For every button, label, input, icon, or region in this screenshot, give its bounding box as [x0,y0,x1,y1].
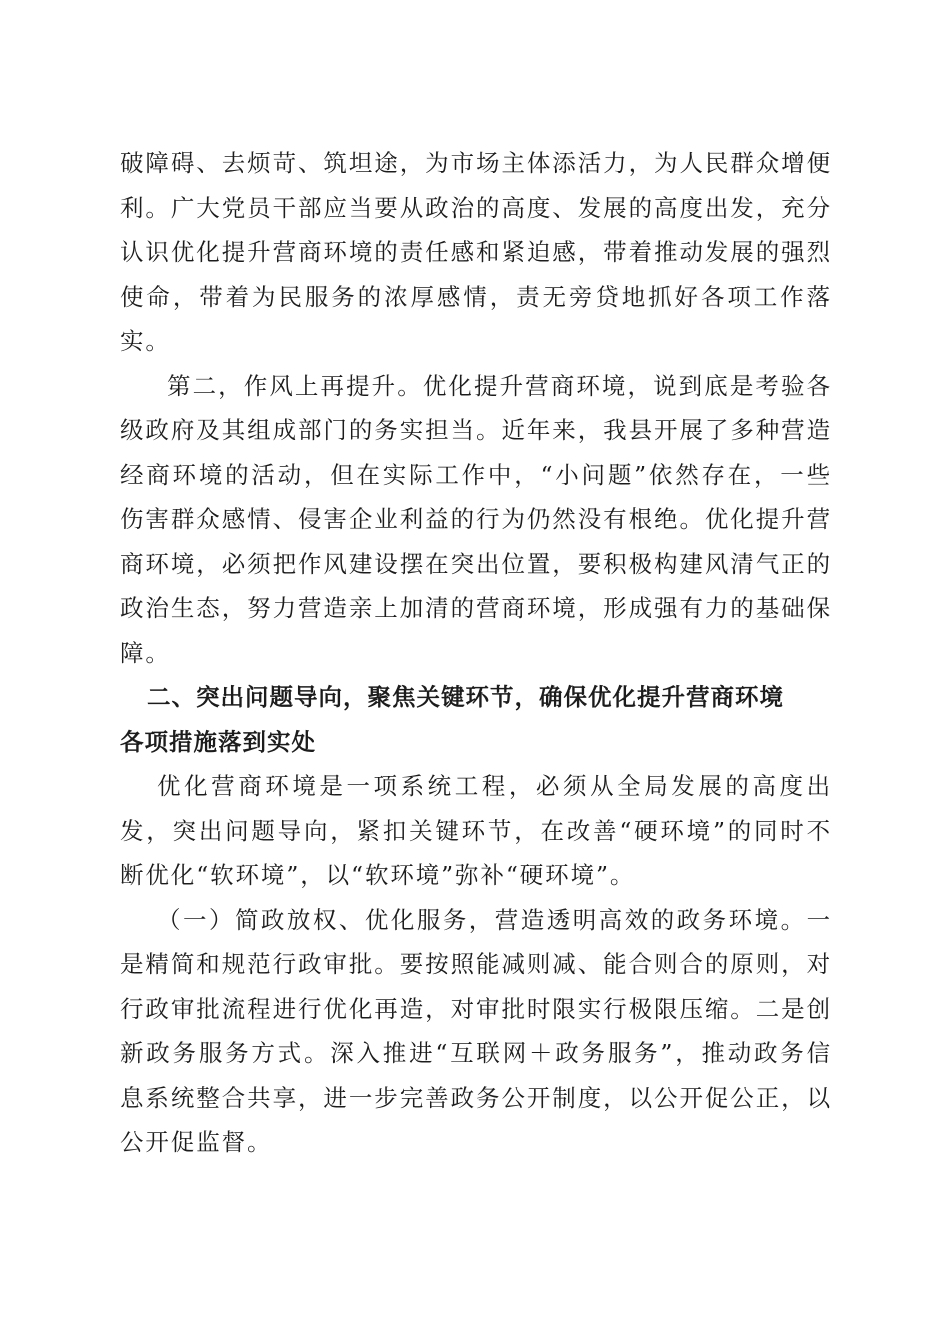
section-heading-2 [120,675,832,764]
document-body [120,141,832,1165]
section-heading-2-line2: 各项措施落到实处 [120,727,316,756]
paragraph-system-engineering: 优化营商环境是一项系统工程，必须从全局发展的高度出发，突出问题导向，紧扣关键环节，在改善“硬环境”的同时不断优化“软环境”，以“软环境”弥补“硬环境”。 [120,772,832,889]
paragraph-continuation: 破障碍、去烦苛、筑坦途，为市场主体添活力，为人民群众增便利。广大党员干部应当要从政治的高度、发展的高度出发，充分认识优化提升营商环境的责任感和紧迫感，带着推动发展的强烈使命，带着为民服务的浓厚感情，责无旁贷地抓好各项工作落实。 [120,149,832,355]
paragraph-work-style: 第二，作风上再提升。优化提升营商环境，说到底是考验各级政府及其组成部门的务实担当。近年来，我县开展了多种营造经商环境的活动，但在实际工作中，“小问题”依然存在，一些伤害群众感情、侵害企业利益的行为仍然没有根绝。优化提升营商环境，必须把作风建设摆在突出位置，要积极构建风清气正的政治生态，努力营造亲上加清的营商环境，形成强有力的基础保障。 [120,371,832,667]
paragraph-streamline-administration: （一）简政放权、优化服务，营造透明高效的政务环境。一是精简和规范行政审批。要按照能减则减、能合则合的原则，对行政审批流程进行优化再造，对审批时限实行极限压缩。二是创新政务服务方式。深入推进“互联网＋政务服务”，推动政务信息系统整合共享，进一步完善政务公开制度，以公开促公正，以公开促监督。 [120,905,832,1156]
section-heading-2-line1: 二、突出问题导向，聚焦关键环节，确保优化提升营商环境 [147,683,784,711]
